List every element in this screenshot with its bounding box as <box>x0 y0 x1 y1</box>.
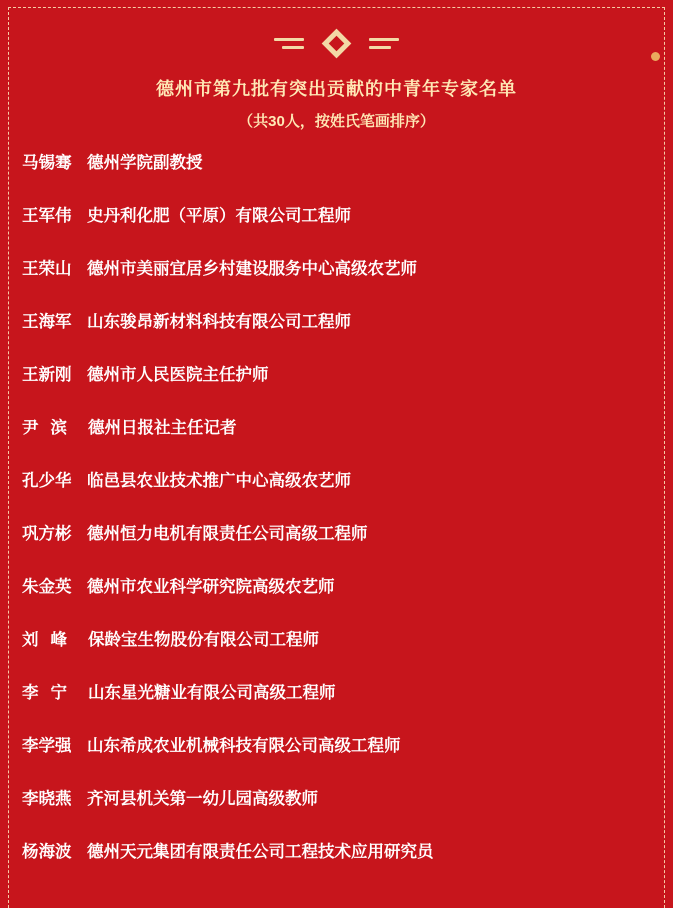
expert-title: 德州恒力电机有限责任公司高级工程师 <box>87 525 368 543</box>
expert-title: 德州天元集团有限责任公司工程技术应用研究员 <box>87 843 434 861</box>
expert-name: 王荣山 <box>22 260 72 278</box>
expert-title: 德州市农业科学研究院高级农艺师 <box>87 578 335 596</box>
expert-title: 保龄宝生物股份有限公司工程师 <box>88 631 319 649</box>
list-item <box>22 629 651 682</box>
ornament-lines-left-icon <box>274 38 304 49</box>
expert-name: 李宁 <box>22 684 79 702</box>
expert-title: 山东希成农业机械科技有限公司高级工程师 <box>87 737 401 755</box>
expert-name: 李晓燕 <box>22 790 72 808</box>
expert-title: 临邑县农业技术推广中心高级农艺师 <box>87 472 351 490</box>
list-item <box>22 841 651 894</box>
list-item <box>22 788 651 841</box>
list-item <box>22 682 651 735</box>
title-block <box>0 76 673 134</box>
list-item <box>22 470 651 523</box>
list-item <box>22 152 651 205</box>
list-item <box>22 311 651 364</box>
expert-title: 德州日报社主任记者 <box>88 419 237 437</box>
expert-name: 王新刚 <box>22 366 72 384</box>
list-item <box>22 258 651 311</box>
expert-title: 德州学院副教授 <box>87 154 203 172</box>
ornament-lines-right-icon <box>369 38 399 49</box>
expert-title: 德州市人民医院主任护师 <box>87 366 269 384</box>
list-item <box>22 735 651 788</box>
page-subtitle: （共30人，按姓氏笔画排序） <box>238 113 435 130</box>
expert-title: 山东星光糖业有限公司高级工程师 <box>88 684 336 702</box>
expert-name: 王海军 <box>22 313 72 331</box>
expert-name: 李学强 <box>22 737 72 755</box>
expert-title: 齐河县机关第一幼儿园高级教师 <box>87 790 318 808</box>
list-item <box>22 576 651 629</box>
expert-name: 马锡骞 <box>22 154 72 172</box>
expert-title: 山东骏昂新材料科技有限公司工程师 <box>87 313 351 331</box>
expert-name: 刘峰 <box>22 631 79 649</box>
expert-name: 朱金英 <box>22 578 72 596</box>
expert-name: 孔少华 <box>22 472 72 490</box>
ornament-diamond-icon <box>322 28 352 58</box>
expert-title: 德州市美丽宜居乡村建设服务中心高级农艺师 <box>87 260 417 278</box>
expert-name: 尹滨 <box>22 419 79 437</box>
expert-name-list <box>22 152 651 908</box>
list-item <box>22 205 651 258</box>
list-item <box>22 523 651 576</box>
expert-title: 史丹利化肥（平原）有限公司工程师 <box>87 207 351 225</box>
expert-name: 巩方彬 <box>22 525 72 543</box>
expert-name: 王军伟 <box>22 207 72 225</box>
list-item <box>22 364 651 417</box>
list-item <box>22 417 651 470</box>
expert-name: 杨海波 <box>22 843 72 861</box>
header-ornament <box>0 27 673 59</box>
page-title: 德州市第九批有突出贡献的中青年专家名单 <box>156 79 517 99</box>
